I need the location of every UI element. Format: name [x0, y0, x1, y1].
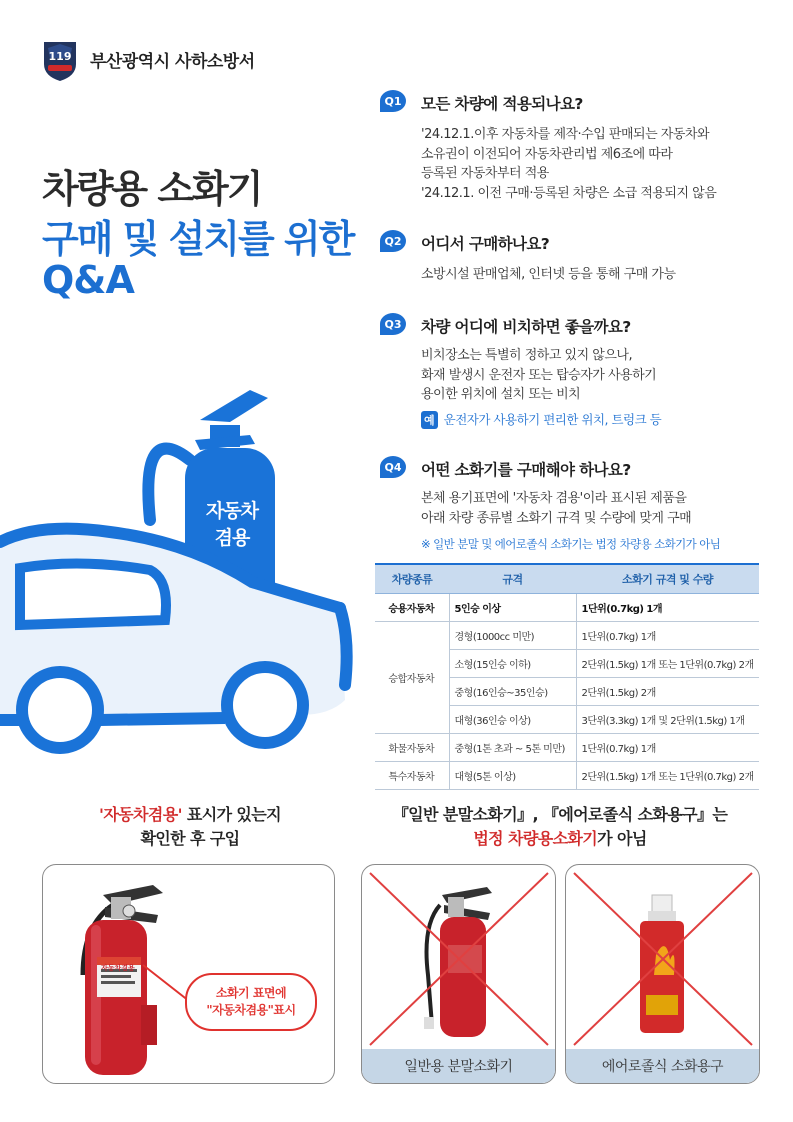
heading-text: 가 아님 [597, 829, 647, 848]
table-cell: 2단위(1.5kg) 1개 또는 1단위(0.7kg) 2개 [576, 762, 759, 790]
car-extinguisher-illustration [0, 380, 360, 770]
table-cell: 2단위(1.5kg) 2개 [576, 678, 759, 706]
q3-example [421, 409, 661, 429]
q3-badge: Q3 [380, 313, 406, 335]
q3-answer-line: 화재 발생시 운전자 또는 탑승자가 사용하기 [421, 367, 657, 383]
q4-question: 어떤 소화기를 구매해야 하나요? [421, 461, 631, 479]
table-cell: 2단위(1.5kg) 1개 또는 1단위(0.7kg) 2개 [576, 650, 759, 678]
aerosol-extinguisher-panel [565, 864, 760, 1084]
table-cell: 특수자동차 [375, 762, 449, 790]
table-row [375, 734, 759, 762]
table-row [375, 762, 759, 790]
bottom-right-heading-line2 [360, 826, 760, 849]
general-extinguisher-caption: 일반용 분말소화기 [362, 1049, 555, 1083]
table-header: 소화기 규격 및 수량 [576, 564, 759, 594]
q4-note: ※ 일반 분말 및 에어로졸식 소화기는 법정 차량용 소화기가 아님 [421, 537, 721, 551]
q3-answer-line: 용이한 위치에 설치 또는 비치 [421, 387, 581, 402]
aerosol-extinguisher-caption: 에어로졸식 소화용구 [566, 1049, 759, 1083]
org-name: 부산광역시 사하소방서 [90, 52, 255, 72]
callout-bubble [185, 973, 317, 1031]
q1-answer-line: 등록된 자동차부터 적용 [421, 166, 549, 181]
table-cell: 대형(36인승 이상) [449, 706, 576, 734]
heading-text: 표시가 있는지 [181, 805, 281, 824]
table-cell: 중형(16인승~35인승) [449, 678, 576, 706]
table-cell: 중형(1톤 초과 ~ 5톤 미만) [449, 734, 576, 762]
page-title-line3: Q&A [42, 258, 134, 302]
table-cell: 승용자동차 [375, 594, 449, 622]
vehicle-extinguisher-table [375, 563, 759, 790]
table-cell: 화물자동차 [375, 734, 449, 762]
callout-text: "자동차겸용"표시 [206, 1003, 296, 1017]
general-extinguisher-image [362, 865, 555, 1049]
table-cell: 경형(1000cc 미만) [449, 622, 576, 650]
bottom-left-heading-line2: 확인한 후 구입 [140, 829, 240, 848]
q1-answer-line: '24.12.1.이후 자동차를 제작·수입 판매되는 자동차와 [421, 127, 710, 142]
q1-answer-line: 소유권이 이전되어 자동차관리법 제6조에 따라 [421, 146, 673, 162]
general-extinguisher-panel [361, 864, 556, 1084]
q4-badge: Q4 [380, 456, 406, 478]
q4-answer-line: 아래 차량 종류별 소화기 규격 및 수량에 맞게 구매 [421, 510, 692, 526]
table-header: 규격 [449, 564, 576, 594]
callout-text: 소화기 표면에 [215, 986, 287, 1000]
q1-badge: Q1 [380, 90, 406, 112]
page-title-line1: 차량용 소화기 [42, 167, 262, 211]
q3-question: 차량 어디에 비치하면 좋을까요? [421, 318, 631, 336]
table-cell: 소형(15인승 이하) [449, 650, 576, 678]
example-text: 운전자가 사용하기 편리한 위치, 트렁크 등 [443, 412, 662, 427]
highlight-text: 법정 차량용소화기 [473, 829, 598, 848]
bottom-left-heading-line1 [40, 802, 340, 825]
q2-badge: Q2 [380, 230, 406, 252]
q1-answer-line: '24.12.1. 이전 구매·등록된 차량은 소급 적용되지 않음 [421, 185, 717, 201]
q4-answer [421, 489, 691, 528]
highlight-text: '자동차겸용' [99, 805, 182, 824]
example-badge: 예 [421, 411, 438, 429]
table-header: 차량종류 [375, 564, 449, 594]
q2-answer [421, 265, 676, 285]
table-cell: 1단위(0.7kg) 1개 [576, 622, 759, 650]
extinguisher-label-line1: 자동차 [205, 500, 259, 522]
q1-answer [421, 125, 716, 203]
q3-answer-line: 비치장소는 특별히 정하고 있지 않으나, [421, 348, 633, 363]
table-cell: 승합자동차 [375, 622, 449, 734]
table-cell: 1단위(0.7kg) 1개 [576, 594, 759, 622]
q1-question: 모든 차량에 적용되나요? [421, 95, 583, 113]
table-cell: 1단위(0.7kg) 1개 [576, 734, 759, 762]
extinguisher-label-line2: 겸용 [214, 527, 250, 549]
aerosol-extinguisher-image [566, 865, 759, 1049]
page-title-line2: 구매 및 설치를 위한 [42, 217, 354, 261]
svg-text:119: 119 [48, 50, 72, 63]
q3-answer [421, 346, 656, 405]
q2-answer-line: 소방시설 판매업체, 인터넷 등을 통해 구매 가능 [421, 267, 676, 282]
q4-answer-line: 본체 용기표면에 '자동차 겸용'이라 표시된 제품을 [421, 491, 687, 506]
table-cell: 대형(5톤 이상) [449, 762, 576, 790]
fire-station-logo [40, 38, 80, 82]
table-cell: 3단위(3.3kg) 1개 및 2단위(1.5kg) 1개 [576, 706, 759, 734]
q2-question: 어디서 구매하나요? [421, 235, 550, 253]
table-row [375, 594, 759, 622]
sticker-text: 자동차겸용 [101, 964, 135, 972]
bottom-right-heading-line1: 『일반 분말소화기』, 『에어로졸식 소화용구』는 [392, 805, 728, 824]
table-cell: 5인승 이상 [449, 594, 576, 622]
table-row [375, 622, 759, 650]
